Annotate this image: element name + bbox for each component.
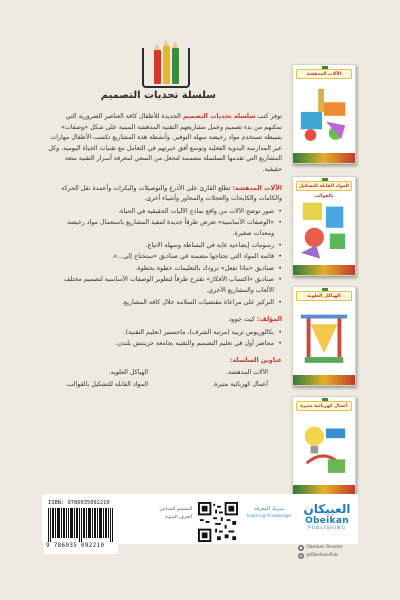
- book-cover-machines: [292, 64, 356, 164]
- credential-item: • بكالوريوس تربية (مرتبة الشرف)، ماجستير (تعليم التقنية).: [46, 328, 282, 339]
- intro-series-name: سلسلة تحديات التصميم: [182, 113, 256, 120]
- book-title: المواد القابلة للتشكيل بالقوالب: [296, 181, 352, 191]
- series-title-item: المواد القابلة للتشكيل بالقوالب.: [65, 381, 148, 389]
- structures-illustration: [297, 305, 351, 371]
- machines-paragraph: [46, 184, 282, 205]
- barcode: [44, 498, 118, 554]
- book-title: الهياكل العلوية: [296, 291, 352, 301]
- tagline-english: Inspiring Knowledge: [246, 514, 292, 519]
- book-title: الآلات المدهشة: [296, 69, 352, 79]
- book-cover-electrical: [292, 396, 356, 496]
- twitter-icon: @: [299, 553, 303, 558]
- intro-paragraph: [46, 112, 282, 176]
- materials-illustration: [297, 195, 351, 261]
- feature-item: • «الوصفات الأساسية» تعرض طرقاً جديدة لتنفيذ المشاريع باستعمال مواد رخيصة ومعدات صغيرة.: [46, 218, 282, 239]
- author-line: [46, 315, 282, 326]
- series-title: سلسلة تحديات التصميم: [100, 90, 216, 101]
- series-title-item: الآلات المدهشة.: [226, 369, 268, 377]
- machines-label: الآلات المدهشة:: [232, 184, 282, 192]
- publisher-name-arabic: العبيكان: [303, 502, 351, 516]
- reader-app-icon: ◆: [299, 545, 303, 550]
- feature-item: • رسومات إيضاحية غاية في البساطة وسهلة الاتباع.: [46, 241, 282, 252]
- publisher-logo: [298, 502, 356, 531]
- twitter-handle[interactable]: @ObeikanPub: [306, 553, 339, 558]
- publisher-name-english: Obeikan: [305, 516, 349, 526]
- description-column: [46, 112, 282, 391]
- qr-code-icon[interactable]: [198, 502, 238, 542]
- barcode-digits: 9 786035 092210: [46, 543, 105, 549]
- isbn-text: ISBN: 9786035092210: [48, 500, 110, 506]
- credential-item: • محاضر أول في تعليم التصميم والتقنية بجامعة جرينتش بلندن.: [46, 339, 282, 350]
- category-line: التصميم الصناعي: [159, 507, 192, 512]
- electrical-illustration: [297, 415, 351, 481]
- pencil-yellow: [163, 46, 170, 84]
- book-cover-materials: [292, 176, 356, 276]
- machines-text: تطلع القارئ على الأذرع والتوصيلات والبكرات وأعمدة نقل الحركة والكامات والكابحات والعجلات والمحاور وأشياء أخرى.: [61, 184, 282, 203]
- author-label: المؤلف:: [256, 316, 282, 324]
- pencil-green: [172, 48, 179, 84]
- features-list: [46, 207, 282, 308]
- publisher-subtitle: PUBLISHING: [308, 526, 346, 531]
- intro-text-pre: توفر كتب: [255, 113, 282, 120]
- pencils-icon: [116, 46, 216, 84]
- reader-handle[interactable]: Obeikan Reader: [306, 545, 343, 550]
- author-credentials: [46, 328, 282, 350]
- feature-item: • التركيز على مراعاة مقتضيات السلامة خلال كافة المشاريع.: [46, 298, 282, 309]
- author-name: كيث جوود: [228, 316, 257, 324]
- publisher-tagline: [246, 506, 292, 520]
- tagline-arabic: شريك المعرفة: [253, 506, 285, 512]
- feature-item: • صناديق «اكتساب الأفكار» تقترح طرقاً لتطوير الوصفات الأساسية لتصميم مختلف الألعاب والمشاريع الأخرى.: [46, 275, 282, 296]
- machines-illustration: [297, 83, 351, 149]
- intro-text-post: الجديدة للأطفال كافة العناصر الضرورية التي تمكنهم من بدء تصميم وعمل مشاريعهم التقنية المدهشة المبنية على شكل «وصفات» بسيطة تستخدم مواد رخيصة سهلة التوفير. وأنشطة هذه المشاريع تكسب الأطفال مهارات عبر المدارسة اليدوية الفعلية وتوسع أفق خبرتهم في التعامل مع تقنيات الحياة اليومية. وكل المشاريع التي تقدمها السلسلة مصممة لتجعل من السعي لمعرفة أسرار التقنية متعة حقيقية.: [48, 113, 282, 173]
- series-title-item: الهياكل العلوية.: [108, 369, 148, 377]
- feature-item: • صور توضح الآلات من واقع نماذج الآليات الحقيقية في الحياة.: [46, 207, 282, 218]
- social-handles: [298, 544, 360, 560]
- series-titles-list: [46, 368, 282, 390]
- series-titles-heading: عناوين السلسلة:: [229, 356, 282, 364]
- book-cover-structures: [292, 286, 356, 386]
- series-title-item: أعمال كهربائية مثيرة.: [212, 381, 268, 389]
- pencil-red: [154, 50, 161, 84]
- feature-item: • صناديق «ماذا تفعل» تزودك بالتعليمات خطوة بخطوة.: [46, 264, 282, 275]
- series-logo: [100, 46, 216, 108]
- feature-item: • قائمة المواد التي تحتاجها مضمنة في صناديق «ستحتاج إلى...».: [46, 252, 282, 263]
- category-line: الحرف اليدوية: [165, 515, 192, 520]
- category-info: [126, 506, 192, 522]
- barcode-bars-icon: [48, 508, 114, 542]
- book-title: أعمال كهربائية مثيرة: [296, 401, 352, 411]
